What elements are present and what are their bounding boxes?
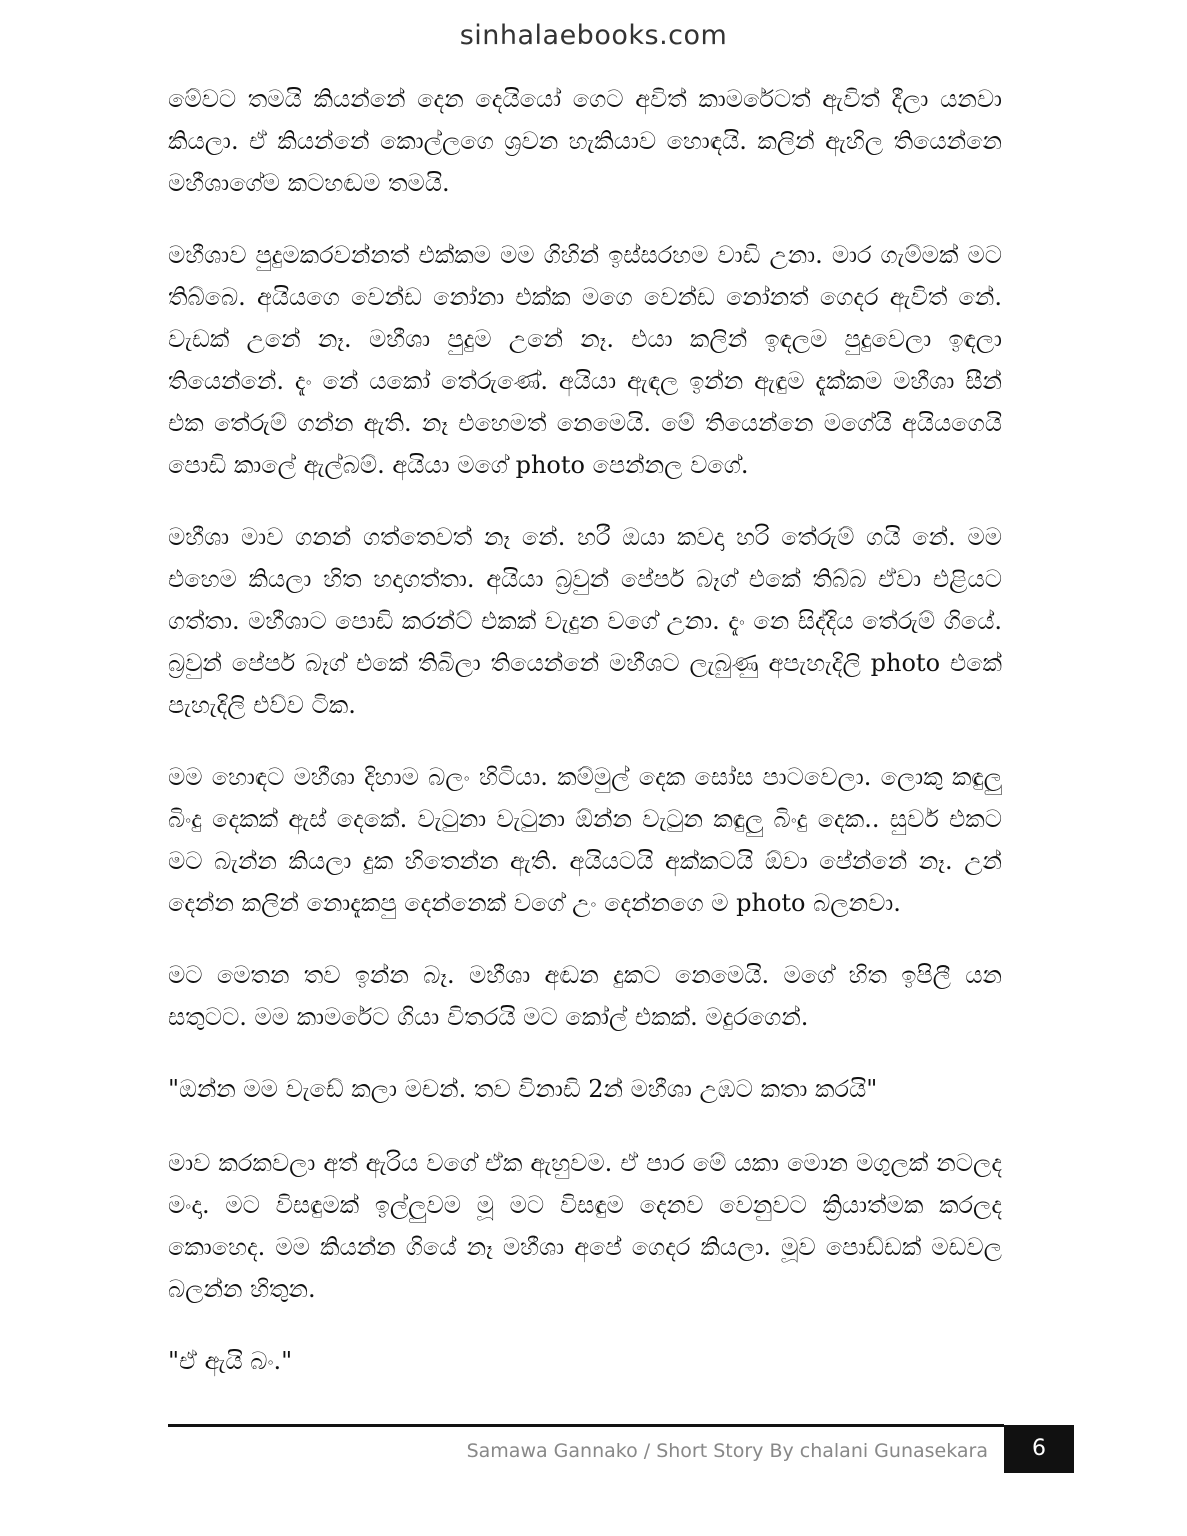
story-paragraph: මම හොඳට මහීශා දිහාම බලං හිටියා. කම්මුල් දෙක සෝස පාටවෙලා. ලොකු කඳුලු බිංදු දෙකක් ඇස් දෙකේ. වැටුනා වැටුනා ඕන්න වැටුන කඳුලු බිංදු දෙක.. සුවර් එකට මට බැන්න කියලා දුක හිතෙන්න ඇති. අයියටයි අක්කටයි ඕවා පේන්නේ නෑ. උන් දෙන්න කලින් නොදැකපු දෙන්නෙක් වගේ උං දෙන්නගෙ ම photo බලනවා. bbox=[168, 763, 1002, 917]
story-paragraph: මහීශා මාව ගනන් ගත්තෙවත් නෑ නේ. හරී ඔයා කවදා හරි තේරුම් ගයි නේ. මම එහෙම කියලා හිත හදාගත්තා. අයියා බ්‍රවුන් පේපර් බෑග් එකේ තිබ්බ ඒවා එළියට ගත්තා. මහීශාට පොඩි කරන්ට් එකක් වැදුන වගේ උනා. දැං නෙ සිද්දිය තේරුම් ගියේ. බ්‍රවුන් පේපර් බෑග් එකේ තිබිලා තියෙන්නේ මහීශට ලැබුණු අපැහැදිලි photo එකේ පැහැදිලි එව්ව ටික. bbox=[168, 523, 1002, 719]
dialogue-line: "ඔන්න මම වැඩේ කලා මචන්. තව විනාඩි 2න් මහීශා උඹට කතා කරයි" bbox=[168, 1075, 878, 1103]
story-paragraph: මහීශාව පුදුමකරවන්නත් එක්කම මම ගිහින් ඉස්සරහම වාඩි උනා. මාර ගැම්මක් මට තිබ්බෙ. අයියගෙ වෙන්ඩ නෝනා එක්ක මගෙ වෙන්ඩ නෝනත් ගෙදර ඇවිත් නේ. වැඩක් උනේ නෑ. මහීශා පුදුම උනේ නෑ. එයා කලින් ඉඳලම පුදුවෙලා ඉඳලා තියෙන්නේ. දැං නේ යකෝ තේරුණේ. අයියා ඇඳල ඉන්න ඇඳුම දැක්කම මහීශා සීන් එක තේරුම් ගන්න ඇති. නෑ එහෙමත් නෙමෙයි. මේ තියෙන්නෙ මගේයි අයියගෙයි පොඩි කාලේ ඇල්බම්. අයියා මගේ photo පෙන්නල වගේ. bbox=[168, 241, 1002, 479]
story-body bbox=[168, 78, 1002, 1414]
story-paragraph: මාව කරකවලා අත් ඇරිය වගේ ඒක ඇහුවම. ඒ පාර මේ යකා මොන මගුලක් නටලද මංදා. මට විසඳුමක් ඉල්ලුවම මූ මට විසඳුම දෙනව වෙනුවට ක්‍රියාත්මක කරලද කොහෙද. මම කියන්න ගියේ නෑ මහීශා අපේ ගෙදර කියලා. මූව පොඩ්ඩක් මඩවල බලන්න හිතුන. bbox=[168, 1149, 1002, 1303]
footer-divider bbox=[168, 1424, 1004, 1427]
story-paragraph: මේවට තමයි කියන්නේ දෙන දෙයියෝ ගෙට අවිත් කාමරේටත් ඇවිත් දීලා යනවා කියලා. ඒ කියන්නේ කොල්ලගෙ ශ්‍රවන හැකියාව හොඳයි. කලින් ඇහිල තියෙන්නෙ මහීශාගේම කටහඬම තමයි. bbox=[168, 85, 1002, 197]
page-number-badge: 6 bbox=[1004, 1425, 1074, 1473]
story-paragraph: මට මෙතන තව ඉන්න බෑ. මහීශා අඬන දුකට නෙමෙයි. මගේ හිත ඉපිලී යන සතුටට. මම කාමරේට ගියා විතරයි මට කෝල් එකක්. මදුරගෙන්. bbox=[168, 961, 1002, 1031]
dialogue-line: "ඒ ඇයි බං." bbox=[168, 1347, 293, 1375]
footer-caption: Samawa Gannako / Short Story By chalani Gunasekara bbox=[466, 1440, 988, 1462]
site-header: sinhalaebooks.com bbox=[459, 20, 728, 51]
